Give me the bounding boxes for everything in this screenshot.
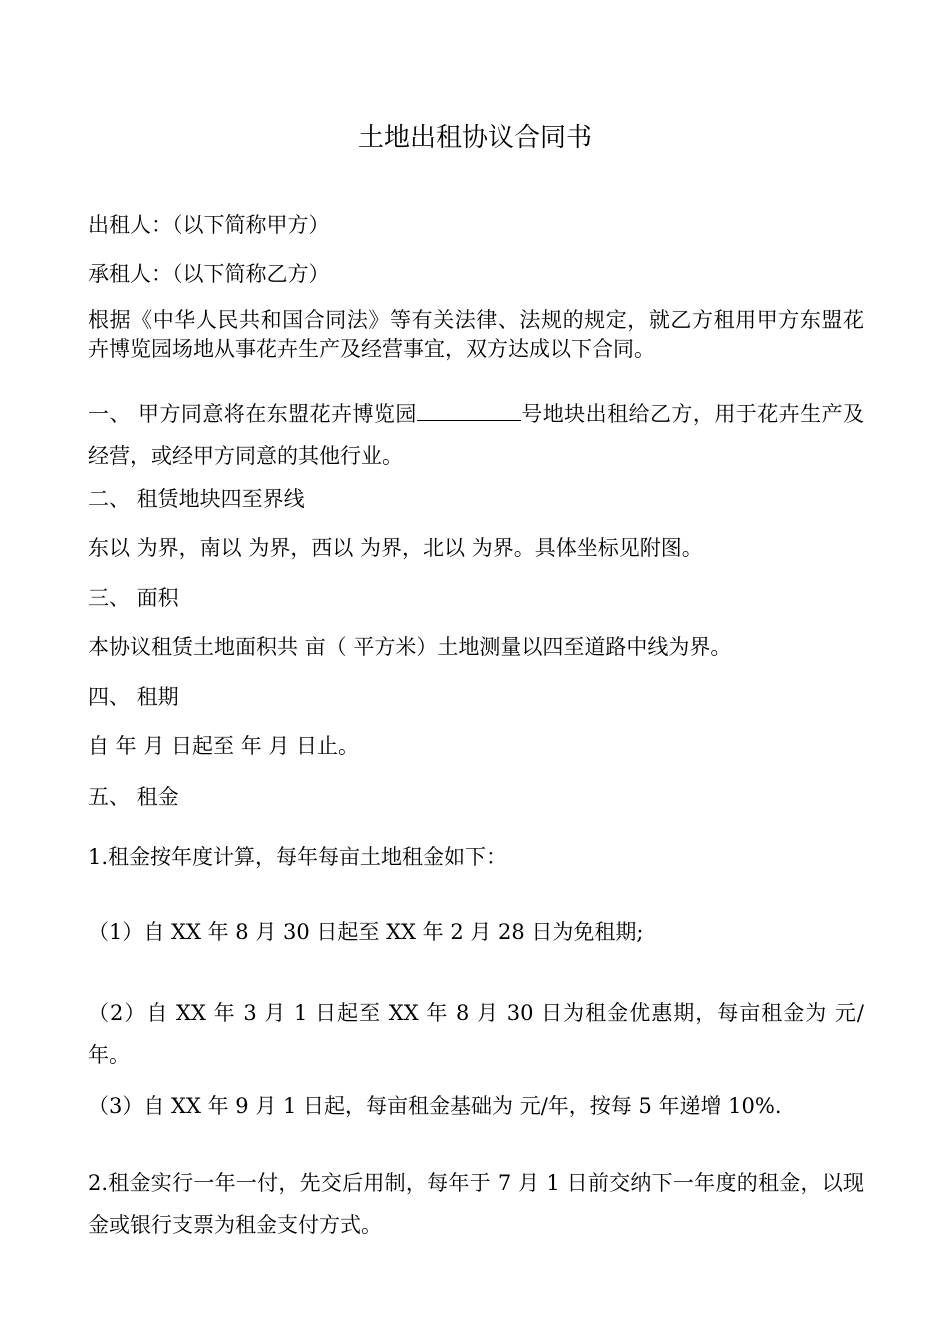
clause-1 — [88, 393, 864, 477]
clause-2-heading: 二、 租赁地块四至界线 — [88, 487, 305, 511]
clause-1-prefix: 一、 甲方同意将在东盟花卉博览园 — [88, 402, 417, 426]
clause-3-heading: 三、 面积 — [88, 586, 179, 610]
clause-5-heading: 五、 租金 — [88, 785, 179, 809]
clause-1-suffix: 号地块出租给乙方，用于花卉生产及经营，或经甲方同意的其他行业。 — [88, 402, 864, 468]
clause-2-body: 东以 为界，南以 为界，西以 为界，北以 为界。具体坐标见附图。 — [88, 536, 703, 560]
rent-item-2: 2.租金实行一年一付，先交后用制，每年于 7 月 1 日前交纳下一年度的租金，以现金或银行支票为租金支付方式。 — [88, 1171, 864, 1237]
clause-4-heading: 四、 租期 — [88, 685, 179, 709]
rent-item-1-1: （1）自 XX 年 8 月 30 日起至 XX 年 2 月 28 日为免租期; — [88, 920, 644, 944]
clause-3-body: 本协议租赁土地面积共 亩（ 平方米）土地测量以四至道路中线为界。 — [88, 635, 732, 659]
rent-item-1: 1.租金按年度计算，每年每亩土地租金如下： — [88, 845, 508, 869]
rent-item-1-2: （2）自 XX 年 3 月 1 日起至 XX 年 8 月 30 日为租金优惠期，每亩租金为 元/年。 — [88, 1001, 864, 1067]
intro-paragraph: 根据《中华人民共和国合同法》等有关法律、法规的规定，就乙方租用甲方东盟花卉博览园场地从事花卉生产及经营事宜，双方达成以下合同。 — [88, 308, 864, 361]
lessee-line: 承租人：（以下简称乙方） — [88, 262, 330, 286]
clause-4-body: 自 年 月 日起至 年 月 日止。 — [88, 734, 360, 758]
rent-item-1-3: （3）自 XX 年 9 月 1 日起，每亩租金基础为 元/年，按每 5 年递增 10%. — [88, 1094, 782, 1118]
plot-number-blank — [417, 400, 521, 421]
lessor-line: 出租人：（以下简称甲方） — [88, 213, 330, 237]
document-title: 土地出租协议合同书 — [357, 123, 592, 153]
